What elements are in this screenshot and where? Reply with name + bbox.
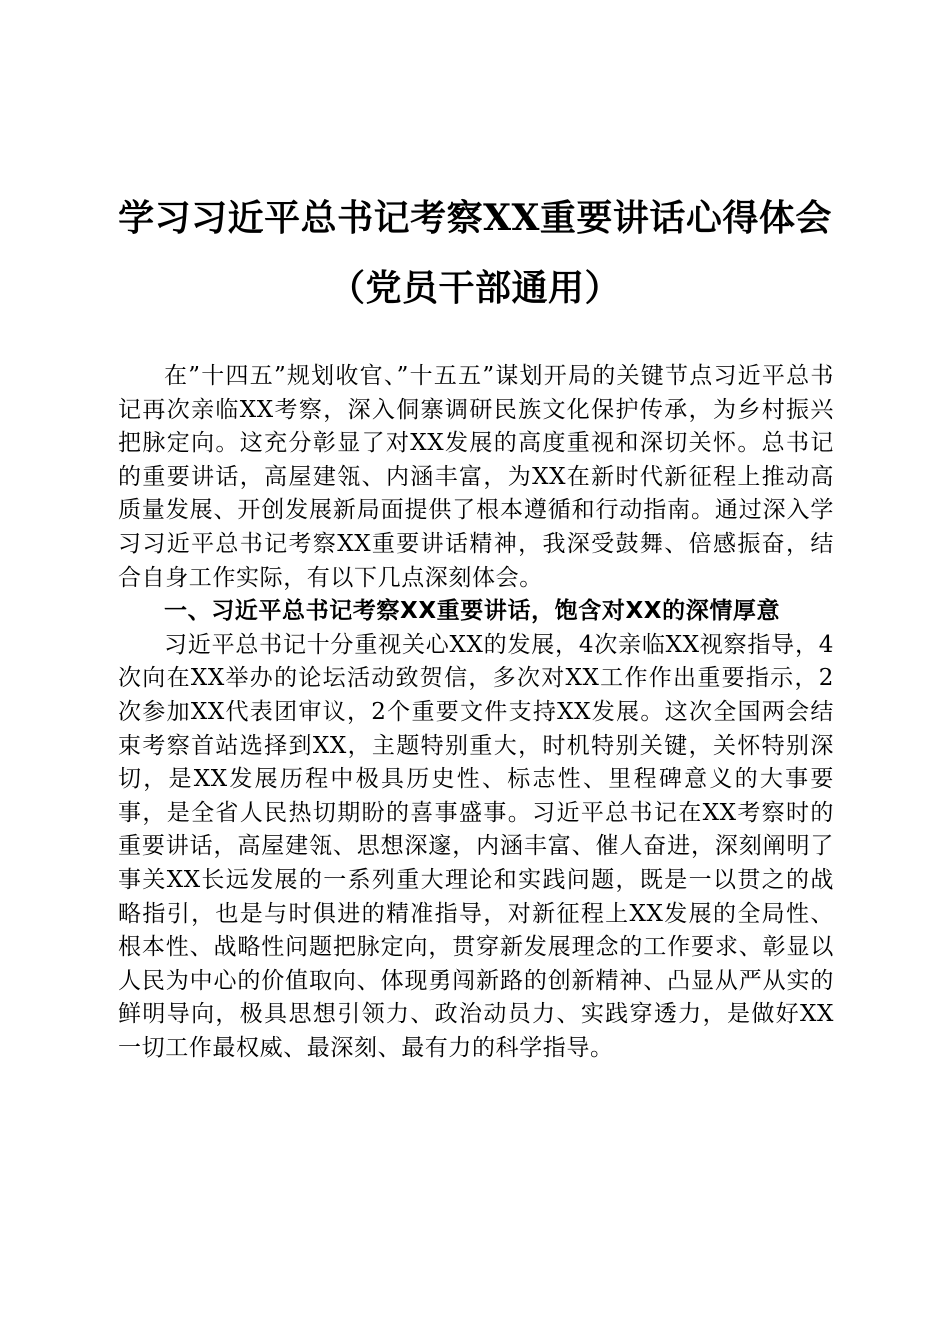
intro-paragraph: 在”十四五”规划收官、”十五五”谋划开局的关键节点习近平总书记再次亲临XX考察，深入侗寨调研民族文化保护传承，为乡村振兴把脉定向。这充分彰显了对XX发展的高度重视和深切关怀。总书记的重要讲话，高屋建瓴、内涵丰富，为XX在新时代新征程上推动高质量发展、开创发展新局面提供了根本遵循和行动指南。通过深入学习习近平总书记考察XX重要讲话精神，我深受鼓舞、倍感振奋，结合自身工作实际，有以下几点深刻体会。 (118, 363, 834, 591)
document-subtitle: （党员干部通用） (328, 267, 621, 309)
document-title: 学习习近平总书记考察XX重要讲话心得体会 (118, 197, 832, 239)
section-paragraph: 习近平总书记十分重视关心XX的发展，4次亲临XX视察指导，4次向在XX举办的论坛活动致贺信，多次对XX工作作出重要指示，2次参加XX代表团审议，2个重要文件支持XX发展。这次全国两会结束考察首站选择到XX，主题特别重大，时机特别关键，关怀特别深切，是XX发展历程中极具历史性、标志性、里程碑意义的大事要事，是全省人民热切期盼的喜事盛事。习近平总书记在XX考察时的重要讲话，高屋建瓴、思想深邃，内涵丰富、催人奋进，深刻阐明了事关XX长远发展的一系列重大理论和实践问题，既是一以贯之的战略指引，也是与时俱进的精准指导，对新征程上XX发展的全局性、根本性、战略性问题把脉定向，贯穿新发展理念的工作要求、彰显以人民为中心的价值取向、体现勇闯新路的创新精神、凸显从严从实的鲜明导向，极具思想引领力、政治动员力、实践穿透力，是做好XX一切工作最权威、最深刻、最有力的科学指导。 (118, 631, 834, 1061)
document-body (118, 360, 834, 1065)
section-heading: 一、习近平总书记考察XX重要讲话，饱含对XX的深情厚意 (164, 598, 781, 625)
